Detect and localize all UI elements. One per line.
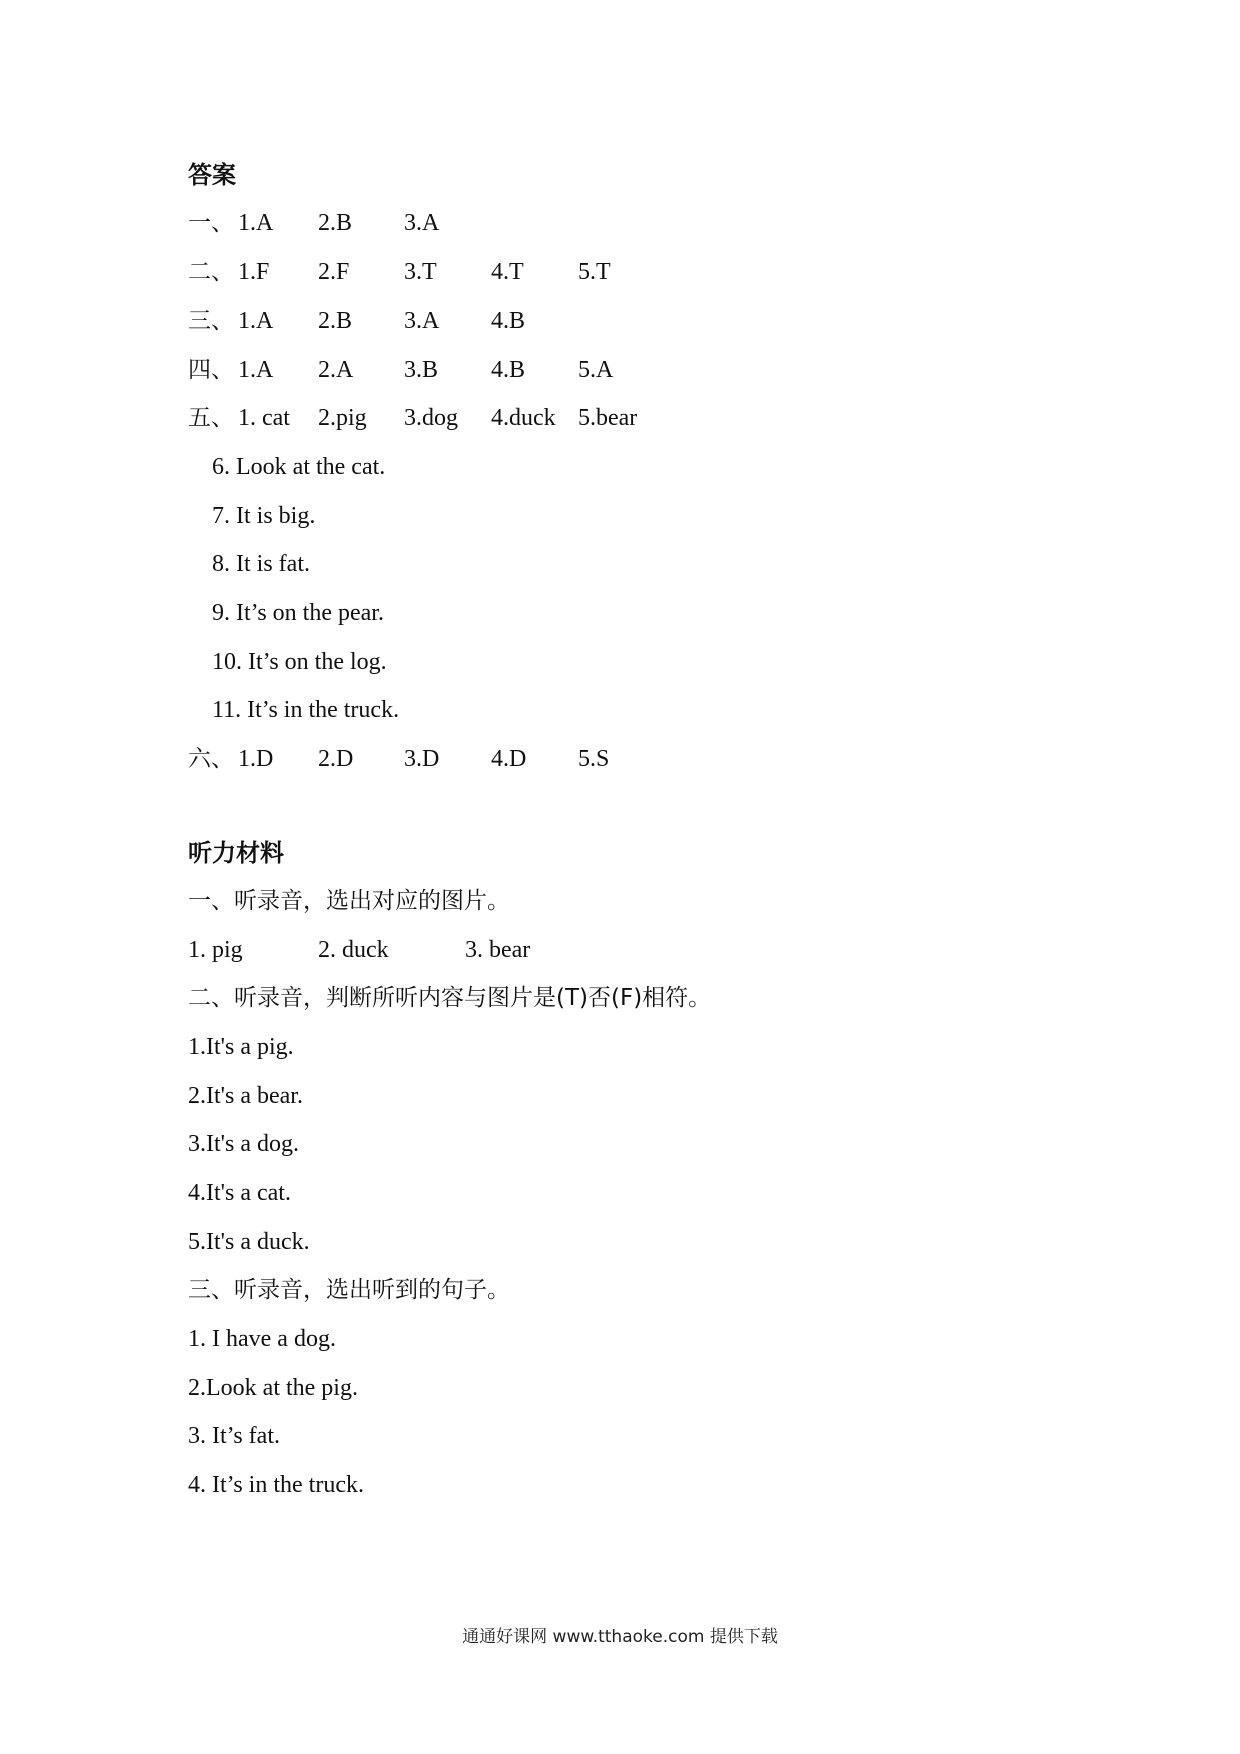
row-label: 四、: [188, 357, 234, 383]
answer-row-2: [188, 257, 611, 287]
answer-item: 2.B: [318, 308, 353, 334]
row-label: 六、: [188, 746, 234, 772]
section2-line: 1.It's a pig.: [188, 1034, 294, 1060]
section2-line: 5.It's a duck.: [188, 1229, 310, 1255]
section3-line: 4. It’s in the truck.: [188, 1472, 364, 1498]
answer-row-6: [188, 744, 610, 774]
answer-sentence: 8. It is fat.: [212, 551, 310, 577]
row-label: 三、: [188, 308, 234, 334]
answer-item: 3.T: [404, 259, 437, 285]
answer-item: 1.F: [238, 259, 270, 285]
row-label: 二、: [188, 259, 234, 285]
answer-row-3: [188, 306, 526, 336]
answer-sentence: 11. It’s in the truck.: [212, 697, 400, 723]
answer-item: 5.S: [578, 746, 610, 772]
answer-row-5: [188, 403, 638, 433]
answer-item: 5.bear: [578, 405, 638, 431]
answer-item: 2.D: [318, 746, 354, 772]
section3-line: 2.Look at the pig.: [188, 1375, 358, 1401]
section3-line: 1. I have a dog.: [188, 1326, 336, 1352]
answer-sentence: 10. It’s on the log.: [212, 649, 387, 675]
listening-item: 1. pig: [188, 937, 243, 963]
answer-item: 4.T: [491, 259, 524, 285]
section1-heading: 一、听录音，选出对应的图片。: [188, 888, 510, 914]
answer-item: 3.A: [404, 308, 440, 334]
answer-sentence: 6. Look at the cat.: [212, 454, 386, 480]
section2-line: 2.It's a bear.: [188, 1083, 303, 1109]
answer-item: 4.B: [491, 357, 526, 383]
answer-item: 3.A: [404, 210, 440, 236]
answer-item: 2.pig: [318, 405, 367, 431]
listening-item: 2. duck: [318, 937, 389, 963]
answer-item: 2.B: [318, 210, 353, 236]
answer-item: 1. cat: [238, 405, 290, 431]
answer-item: 5.T: [578, 259, 611, 285]
answer-item: 4.duck: [491, 405, 556, 431]
answer-item: 2.A: [318, 357, 354, 383]
answer-item: 3.B: [404, 357, 439, 383]
answers-title: 答案: [188, 161, 236, 189]
row-label: 五、: [188, 405, 234, 431]
answer-item: 3.D: [404, 746, 440, 772]
answer-row-4: [188, 355, 614, 385]
section2-line: 4.It's a cat.: [188, 1180, 291, 1206]
answer-item: 3.dog: [404, 405, 458, 431]
answer-item: 4.D: [491, 746, 527, 772]
answer-item: 1.A: [238, 308, 274, 334]
answer-item: 1.D: [238, 746, 274, 772]
answer-row-1: [188, 208, 440, 238]
section3-line: 3. It’s fat.: [188, 1423, 280, 1449]
answer-item: 1.A: [238, 210, 274, 236]
answer-sentence: 7. It is big.: [212, 503, 316, 529]
section2-line: 3.It's a dog.: [188, 1131, 299, 1157]
answer-item: 4.B: [491, 308, 526, 334]
answer-item: 2.F: [318, 259, 350, 285]
listening-title: 听力材料: [188, 839, 284, 867]
answer-sentence: 9. It’s on the pear.: [212, 600, 384, 626]
answer-item: 1.A: [238, 357, 274, 383]
row-label: 一、: [188, 210, 234, 236]
section2-heading: 二、听录音，判断所听内容与图片是(T)否(F)相符。: [188, 985, 712, 1011]
page-footer: 通通好课网 www.tthaoke.com 提供下载: [462, 1627, 778, 1647]
listening-item: 3. bear: [465, 937, 531, 963]
section3-heading: 三、听录音，选出听到的句子。: [188, 1277, 510, 1303]
answer-item: 5.A: [578, 357, 614, 383]
